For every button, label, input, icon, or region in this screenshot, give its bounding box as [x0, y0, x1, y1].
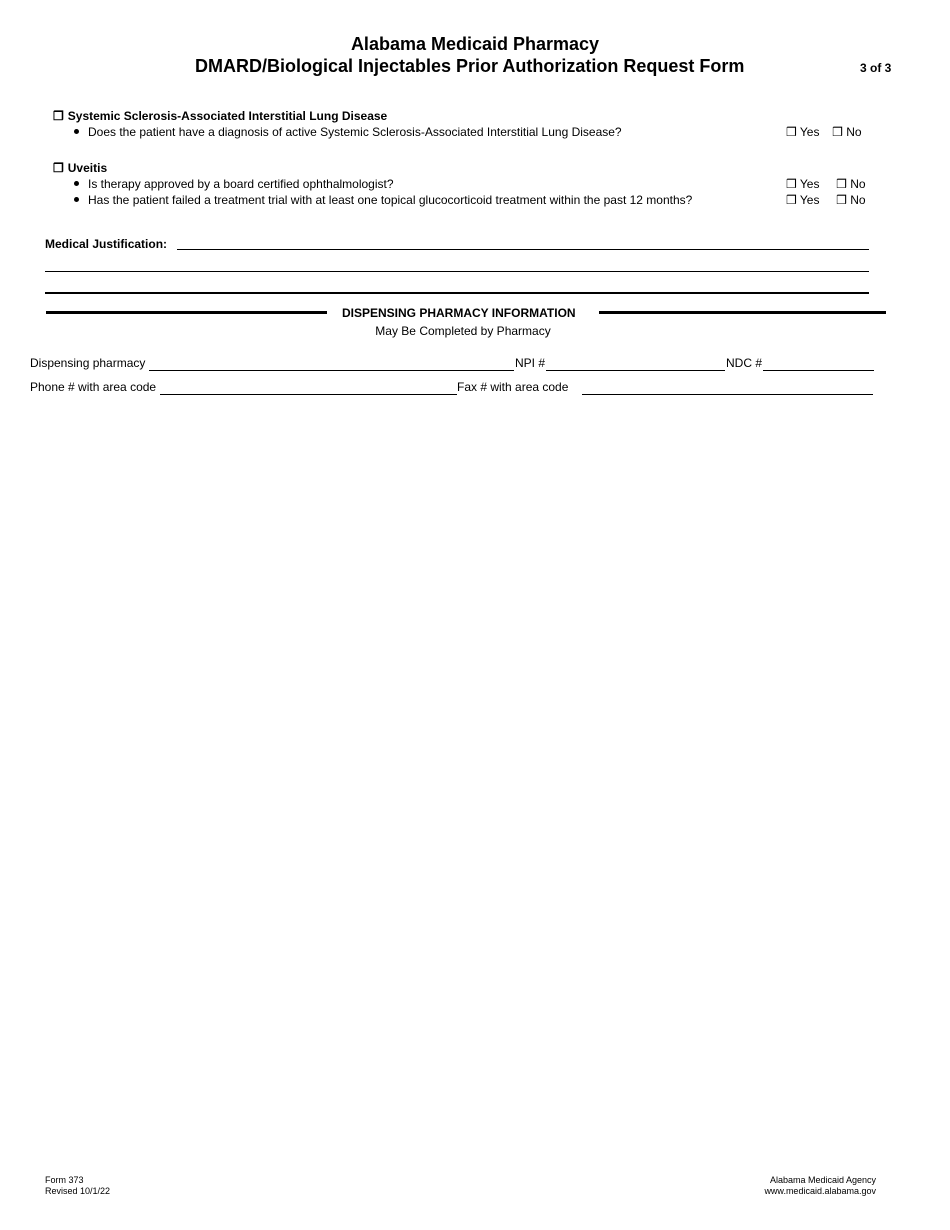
ndc-field[interactable]	[763, 370, 874, 371]
npi-field[interactable]	[546, 370, 725, 371]
ndc-label: NDC #	[726, 356, 763, 370]
medical-justification-field-line1[interactable]	[177, 249, 869, 250]
yes-no-ssc-ild-diagnosis	[786, 125, 862, 139]
question-uveitis-glucocorticoid	[74, 193, 692, 207]
form-number: Form 373	[45, 1175, 84, 1185]
checkbox-no[interactable]: ❒	[836, 177, 847, 191]
medical-justification-label: Medical Justification:	[45, 237, 168, 251]
npi-label: NPI #	[515, 356, 546, 370]
revised-date: Revised 10/1/22	[45, 1186, 111, 1196]
pharmacy-heading: DISPENSING PHARMACY INFORMATION	[342, 306, 576, 320]
checkbox-ssc-ild[interactable]: ❒	[53, 109, 64, 123]
medical-justification-field-line3[interactable]	[45, 292, 869, 294]
agency-website[interactable]: www.medicaid.alabama.gov	[764, 1186, 876, 1196]
checkbox-uveitis[interactable]: ❒	[53, 161, 64, 175]
question-text: Has the patient failed a treatment trial with at least one topical glucocorticoid treatment within the past 12 months?	[88, 193, 693, 207]
no-label: No	[850, 193, 866, 207]
section-uveitis	[53, 161, 107, 175]
footer-left	[45, 1175, 110, 1197]
checkbox-no[interactable]: ❒	[836, 193, 847, 207]
form-title-line2: DMARD/Biological Injectables Prior Authorization Request Form	[195, 56, 745, 76]
agency-name: Alabama Medicaid Agency	[769, 1175, 876, 1185]
phone-field[interactable]	[160, 394, 457, 395]
question-text: Is therapy approved by a board certified ophthalmologist?	[88, 177, 394, 191]
bullet-icon	[74, 129, 79, 134]
question-text: Does the patient have a diagnosis of active Systemic Sclerosis-Associated Interstitial Lung Disease?	[88, 125, 622, 139]
no-label: No	[850, 177, 866, 191]
yes-label: Yes	[799, 125, 820, 139]
checkbox-yes[interactable]: ❒	[786, 177, 797, 191]
checkbox-yes[interactable]: ❒	[786, 125, 797, 139]
section-title-ssc-ild: Systemic Sclerosis-Associated Interstitial Lung Disease	[67, 109, 388, 123]
yes-no-uveitis-glucocorticoid	[786, 193, 866, 207]
dispensing-pharmacy-field[interactable]	[149, 370, 514, 371]
yes-label: Yes	[799, 177, 820, 191]
no-label: No	[846, 125, 862, 139]
yes-no-uveitis-ophthalmologist	[786, 177, 866, 191]
yes-label: Yes	[799, 193, 820, 207]
section-title-uveitis: Uveitis	[67, 161, 108, 175]
form-title-line1: Alabama Medicaid Pharmacy	[350, 34, 600, 54]
question-ssc-ild-diagnosis	[74, 125, 622, 139]
pharmacy-heading-rule-left	[46, 311, 327, 314]
page-number: 3 of 3	[860, 61, 892, 75]
checkbox-no[interactable]: ❒	[832, 125, 843, 139]
medical-justification-field-line2[interactable]	[45, 271, 869, 272]
dispensing-pharmacy-label: Dispensing pharmacy	[30, 356, 146, 370]
question-uveitis-ophthalmologist	[74, 177, 394, 191]
bullet-icon	[74, 197, 79, 202]
pharmacy-subheading: May Be Completed by Pharmacy	[375, 324, 551, 338]
fax-field[interactable]	[582, 394, 873, 395]
phone-label: Phone # with area code	[30, 380, 157, 394]
footer-right	[764, 1175, 876, 1197]
bullet-icon	[74, 181, 79, 186]
checkbox-yes[interactable]: ❒	[786, 193, 797, 207]
section-ssc-ild	[53, 109, 387, 123]
fax-label: Fax # with area code	[457, 380, 569, 394]
pharmacy-heading-rule-right	[599, 311, 886, 314]
